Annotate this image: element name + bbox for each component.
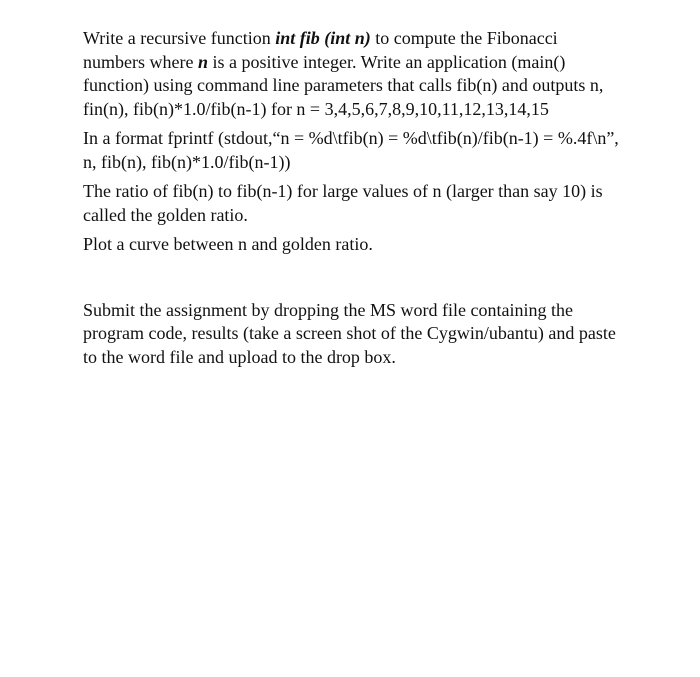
paragraph-submit: Submit the assignment by dropping the MS word file containing the program code, results (take a screen shot of the Cygwin/ubantu) and paste to the word file and upload to the drop box. — [83, 299, 616, 367]
paragraph-golden-ratio: The ratio of fib(n) to fib(n-1) for large values of n (larger than say 10) is called the golden ratio. — [83, 181, 603, 225]
function-signature: int fib (int n) — [275, 28, 371, 48]
task-text-1: Write a recursive function — [83, 28, 276, 48]
task-text-3: is a positive integer. Write an application (main() function) using command line parameters that calls fib(n) and outputs n, fin(n), fib(n)*1.0/fib(n-1) for n = 3,4,5,6,7,8,9,10,11,12,13,14,15 — [83, 51, 604, 119]
document-body — [83, 27, 623, 375]
task-text-2: to compute the Fibonacci numbers where — [83, 28, 558, 72]
variable-n: n — [197, 51, 208, 72]
paragraph-spacer — [83, 263, 623, 299]
paragraph-format: In a format fprintf (stdout,“n = %d\tfib(n) = %d\tfib(n)/fib(n-1) = %.4f\n”, n, fib(n), fib(n)*1.0/fib(n-1)) — [83, 128, 619, 172]
paragraph-task — [83, 27, 623, 121]
paragraph-plot: Plot a curve between n and golden ratio. — [83, 234, 373, 254]
